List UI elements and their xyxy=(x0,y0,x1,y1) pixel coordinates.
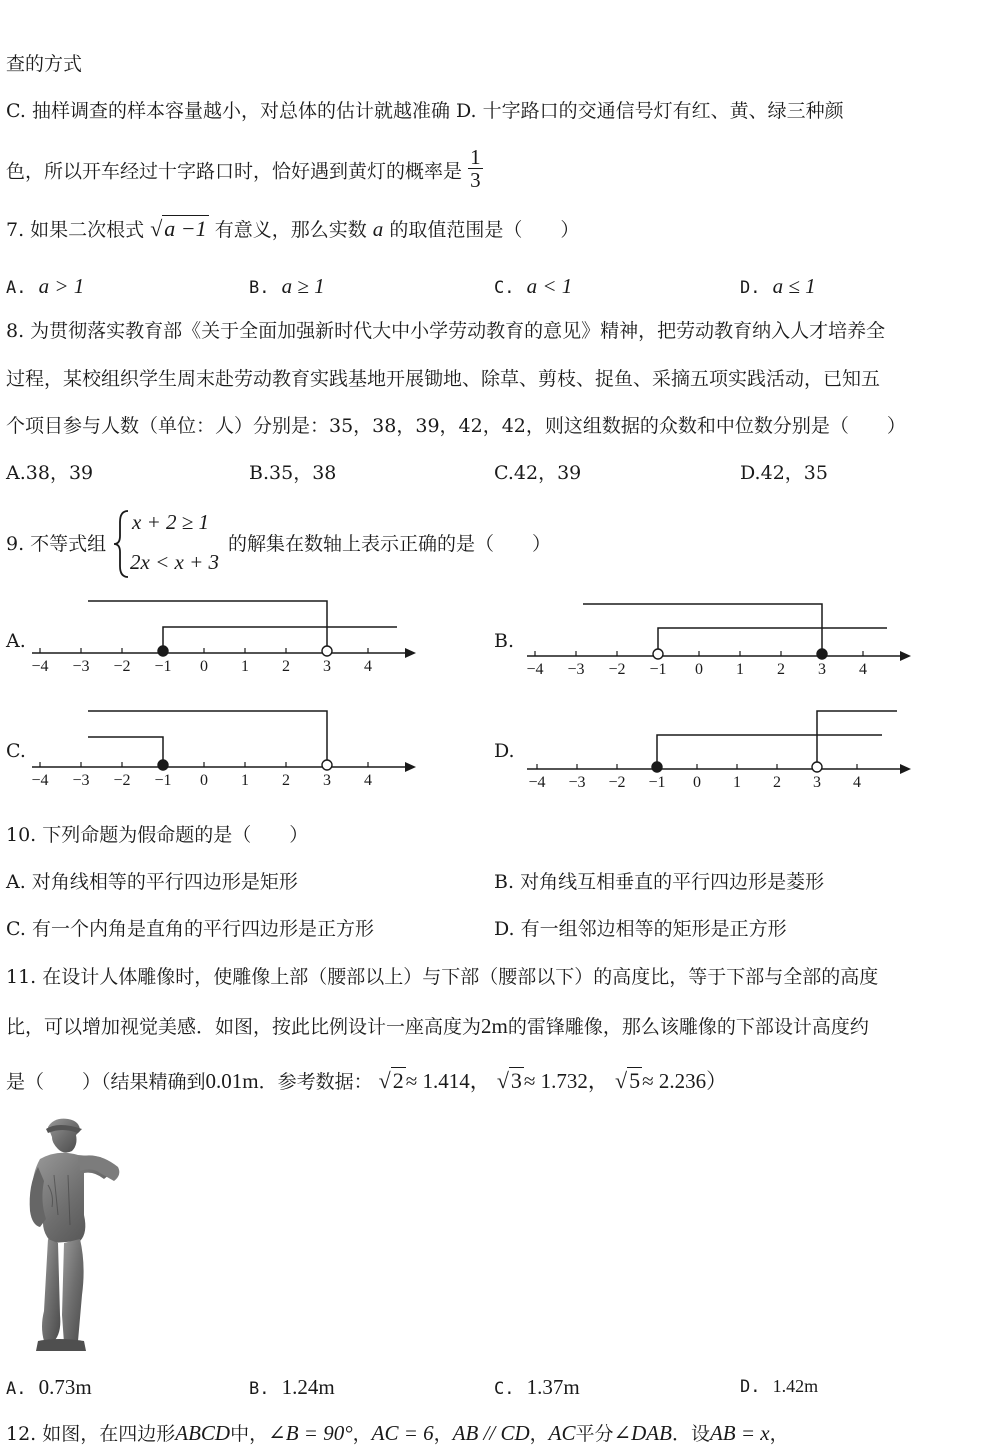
option-8c[interactable] xyxy=(494,464,581,483)
height-value: 2m xyxy=(481,1014,508,1038)
tick-label: 4 xyxy=(364,772,372,789)
option-7b[interactable] xyxy=(249,276,325,297)
option-9a-label[interactable]: A. xyxy=(6,630,26,652)
option-9c-label[interactable]: C. xyxy=(6,740,26,762)
radicand: 2 xyxy=(392,1068,404,1093)
tick-label: 1 xyxy=(733,774,741,790)
fraction-denominator: 3 xyxy=(470,168,481,193)
tick-label: −1 xyxy=(154,772,172,789)
tick-label: −4 xyxy=(31,772,49,789)
option-label: A. xyxy=(6,462,26,484)
question-9-stem-a: 9. 不等式组 xyxy=(6,533,107,555)
option-10b[interactable] xyxy=(494,873,824,892)
tick-label: 0 xyxy=(693,774,701,790)
option-expr: a < 1 xyxy=(526,274,573,298)
open-dot xyxy=(653,649,663,659)
option-expr: a ≤ 1 xyxy=(772,274,816,298)
option-9d-label[interactable]: D. xyxy=(494,740,515,762)
option-7a[interactable] xyxy=(6,276,84,297)
tick-label: 3 xyxy=(818,661,826,678)
option-text: 42，39 xyxy=(513,462,582,484)
tick-label: −2 xyxy=(608,661,626,678)
tick-label: −2 xyxy=(113,772,131,789)
fraction-numerator: 1 xyxy=(470,145,481,169)
tick-label: −3 xyxy=(72,658,90,675)
filled-dot xyxy=(817,649,827,659)
inequality-2: 2x < x + 3 xyxy=(130,550,219,574)
text-segment: 比，可以增加视觉美感．如图，按此比例设计一座高度为 xyxy=(6,1016,482,1038)
tick-label: 1 xyxy=(241,658,249,675)
text-segment: 中， xyxy=(230,1423,269,1445)
option-label: C. xyxy=(6,918,26,940)
solution-bracket xyxy=(88,737,163,763)
open-dot xyxy=(322,646,332,656)
square-root: √5 xyxy=(614,1068,641,1093)
tick-label: −4 xyxy=(31,658,49,675)
option-text: 1.42m xyxy=(772,1376,819,1396)
option-text: 1.24m xyxy=(281,1375,335,1399)
number-line-d xyxy=(525,705,915,790)
text-line: C. 抽样调查的样本容量越小，对总体的估计就越准确 D. 十字路口的交通信号灯有红、黄、绿三种颜 xyxy=(6,100,844,122)
option-label: D. xyxy=(740,278,761,298)
question-8-line: 过程，某校组织学生周末赴劳动教育实践基地开展锄地、除草、剪枝、捉鱼、采摘五项实践活动，已知五 xyxy=(6,368,881,390)
tick-label: −2 xyxy=(608,774,626,790)
ref-value: ≈ 2.236） xyxy=(642,1069,728,1093)
solution-bracket xyxy=(88,601,327,649)
math-segment: ∠B = 90° xyxy=(268,1421,353,1445)
number-line-c xyxy=(30,705,420,790)
option-label: D. xyxy=(740,462,761,484)
text-segment: 色，所以开车经过十字路口时，恰好遇到黄灯的概率是 xyxy=(6,160,463,183)
option-label: A. xyxy=(6,278,27,298)
tick-label: 0 xyxy=(200,772,208,789)
tick-label: 3 xyxy=(813,774,821,790)
tick-label: 1 xyxy=(736,661,744,678)
option-10d[interactable] xyxy=(494,920,787,939)
tick-label: 4 xyxy=(853,774,861,790)
option-8b[interactable] xyxy=(249,464,336,483)
square-root: √3 xyxy=(496,1068,522,1093)
text-segment: 有意义，那么实数 xyxy=(214,219,367,241)
question-10-stem: 10. 下列命题为假命题的是（ ） xyxy=(6,824,309,846)
math-segment: AB = x xyxy=(709,1421,770,1445)
question-11-line: 11. 在设计人体雕像时，使雕像上部（腰部以上）与下部（腰部以下）的高度比，等于下部与全部的高度 xyxy=(6,966,879,988)
precision-value: 0.01m xyxy=(205,1069,259,1093)
tick-label: 0 xyxy=(200,658,208,675)
option-label: C. xyxy=(494,1379,515,1399)
radicand: 5 xyxy=(629,1068,641,1093)
radicand: 3 xyxy=(510,1068,522,1093)
ref-value: ≈ 1.732， xyxy=(523,1069,609,1093)
tick-label: 3 xyxy=(323,658,331,675)
question-8-line: 个项目参与人数（单位：人）分别是：35，38，39，42，42，则这组数据的众数和中位数分别是（ ） xyxy=(6,415,906,437)
text-segment: 平分 xyxy=(575,1423,614,1445)
option-label: D. xyxy=(740,1377,761,1397)
square-root: √a −1 xyxy=(150,216,207,241)
tick-label: 3 xyxy=(323,772,331,789)
tick-label: −3 xyxy=(567,661,585,678)
option-text: 38，39 xyxy=(25,462,94,484)
option-text: 35，38 xyxy=(269,462,337,484)
question-9-stem-b: 的解集在数轴上表示正确的是（ ） xyxy=(228,533,552,555)
text-segment: 7. 如果二次根式 xyxy=(6,219,145,241)
text-segment: ．设 xyxy=(671,1423,710,1445)
tick-label: −1 xyxy=(649,661,667,678)
filled-dot xyxy=(158,646,168,656)
axis-arrow-icon xyxy=(900,651,911,661)
tick-label: 2 xyxy=(773,774,781,790)
axis-arrow-icon xyxy=(405,648,416,658)
text-segment: ．参考数据： xyxy=(258,1071,373,1093)
tick-label: 4 xyxy=(364,658,372,675)
filled-dot xyxy=(158,760,168,770)
option-label: C. xyxy=(494,278,515,298)
ref-value: ≈ 1.414， xyxy=(405,1069,491,1093)
text-segment: 是（ ）（结果精确到 xyxy=(6,1071,206,1093)
option-8a[interactable] xyxy=(6,464,93,483)
math-segment: AB // CD xyxy=(452,1421,530,1445)
option-label: A. xyxy=(6,1379,27,1399)
solution-bracket xyxy=(817,711,897,765)
solution-bracket xyxy=(658,628,887,652)
option-text: 1.37m xyxy=(526,1375,580,1399)
option-label: A. xyxy=(6,871,26,893)
inequality-1: x + 2 ≥ 1 xyxy=(132,510,210,534)
brace-icon xyxy=(112,508,132,580)
option-label: B. xyxy=(249,1379,270,1399)
option-expr: a > 1 xyxy=(38,274,85,298)
tick-label: −3 xyxy=(568,774,586,790)
question-12-stem: 12. 如图，在四边形ABCD中，∠B = 90°，AC = 6，AB // CD，AC平分∠DAB．设AB = x， xyxy=(6,1421,789,1445)
question-11-line xyxy=(6,1070,727,1092)
number-line-a xyxy=(30,595,420,680)
question-11-line xyxy=(6,1016,869,1037)
tick-label: −4 xyxy=(526,661,544,678)
option-text: 有一个内角是直角的平行四边形是正方形 xyxy=(31,918,374,940)
statue-illustration xyxy=(18,1115,128,1355)
option-label: B. xyxy=(249,462,270,484)
option-11a[interactable] xyxy=(6,1377,92,1398)
text-line: 查的方式 xyxy=(6,53,83,75)
question-7-stem xyxy=(6,218,579,240)
solution-bracket xyxy=(657,735,882,765)
text-segment: 的雷锋雕像，那么该雕像的下部设计高度约 xyxy=(507,1016,869,1038)
tick-label: −1 xyxy=(154,658,172,675)
radicand: a −1 xyxy=(164,216,207,241)
number-line-b xyxy=(525,598,915,683)
option-text: 42，35 xyxy=(760,462,828,484)
solution-bracket xyxy=(163,627,397,649)
option-11c[interactable] xyxy=(494,1377,580,1398)
fraction xyxy=(468,146,483,191)
option-text: 有一组邻边相等的矩形是正方形 xyxy=(520,918,787,940)
text-segment: 的取值范围是（ ） xyxy=(389,219,580,241)
variable: a xyxy=(372,217,384,241)
option-7c[interactable] xyxy=(494,276,572,297)
open-dot xyxy=(322,760,332,770)
filled-dot xyxy=(652,762,662,772)
option-label: B. xyxy=(494,871,515,893)
option-label: C. xyxy=(494,462,514,484)
tick-label: 2 xyxy=(777,661,785,678)
square-root: √2 xyxy=(378,1068,404,1093)
tick-label: 4 xyxy=(859,661,867,678)
option-10c[interactable] xyxy=(6,920,374,939)
option-11d[interactable] xyxy=(740,1377,818,1396)
option-label: B. xyxy=(249,278,270,298)
option-text: 对角线相等的平行四边形是矩形 xyxy=(31,871,298,893)
option-11b[interactable] xyxy=(249,1377,335,1398)
tick-label: 1 xyxy=(241,772,249,789)
text-segment: 12. 如图，在四边形 xyxy=(6,1423,176,1445)
option-7d[interactable] xyxy=(740,276,816,297)
option-10a[interactable] xyxy=(6,873,298,892)
option-label: D. xyxy=(494,918,515,940)
option-text: 0.73m xyxy=(38,1375,92,1399)
question-8-line: 8. 为贯彻落实教育部《关于全面加强新时代大中小学劳动教育的意见》精神，把劳动教育纳入人才培养全 xyxy=(6,320,886,342)
axis-arrow-icon xyxy=(900,764,911,774)
tick-label: 2 xyxy=(282,658,290,675)
open-dot xyxy=(812,762,822,772)
text-line xyxy=(6,145,483,195)
option-text: 对角线互相垂直的平行四边形是菱形 xyxy=(520,871,825,893)
tick-label: −2 xyxy=(113,658,131,675)
option-9b-label[interactable]: B. xyxy=(494,630,515,652)
tick-label: −1 xyxy=(648,774,666,790)
math-segment: ABCD xyxy=(175,1421,231,1445)
axis-arrow-icon xyxy=(405,762,416,772)
option-8d[interactable] xyxy=(740,464,828,483)
tick-label: 0 xyxy=(695,661,703,678)
option-expr: a ≥ 1 xyxy=(281,274,325,298)
tick-label: −4 xyxy=(528,774,546,790)
math-segment: AC xyxy=(548,1421,576,1445)
tick-label: −3 xyxy=(72,772,90,789)
tick-label: 2 xyxy=(282,772,290,789)
math-segment: AC = 6 xyxy=(371,1421,434,1445)
math-segment: ∠DAB xyxy=(613,1421,672,1445)
